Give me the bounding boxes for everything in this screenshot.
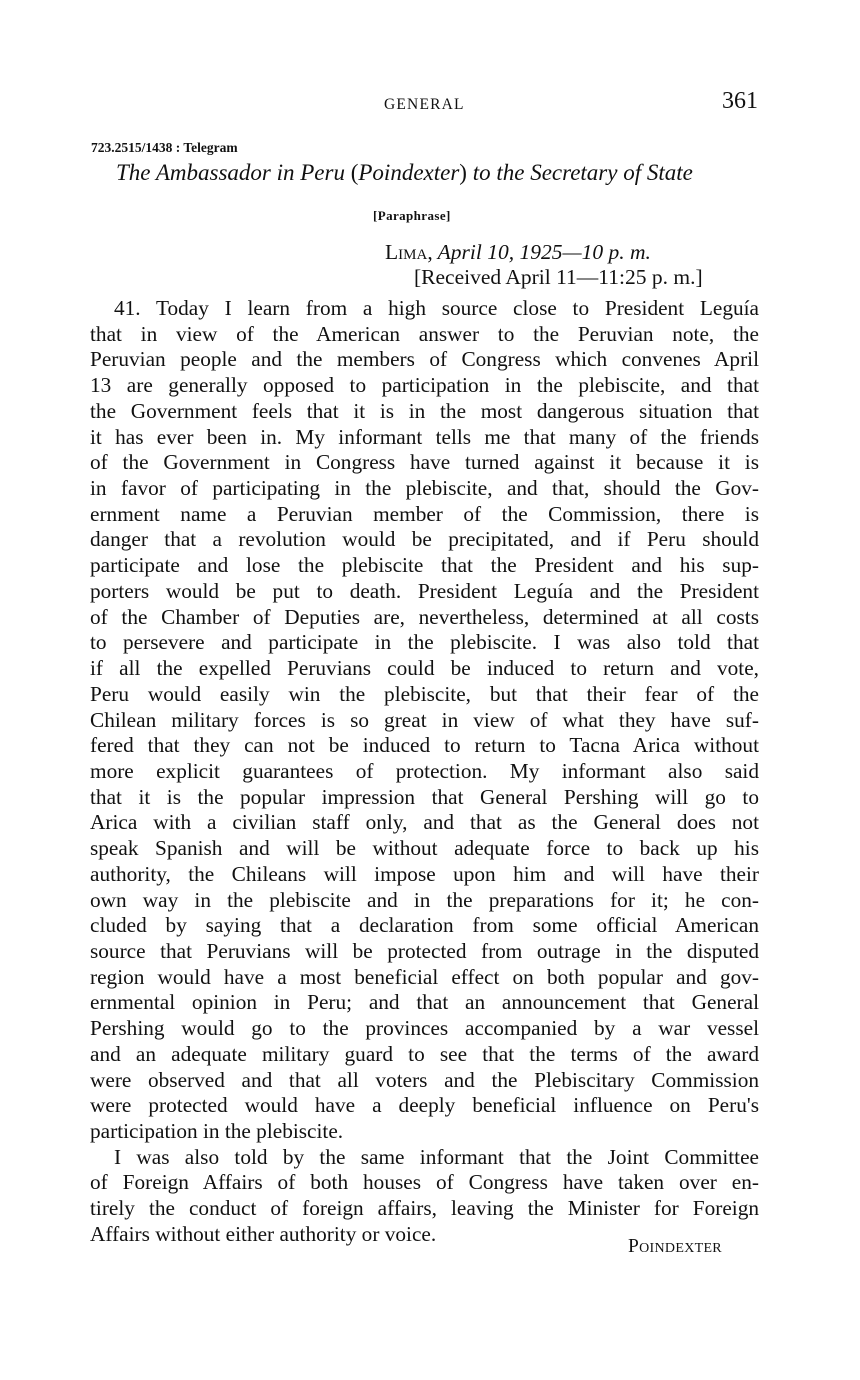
title-part-1: The Ambassador in Peru (116, 160, 351, 185)
text-line: danger that a revolution would be precipitated, and if Peru should (90, 527, 759, 552)
title-part-2: to the Secretary of State (466, 160, 693, 185)
text-line: own way in the plebiscite and in the preparations for it; he con- (90, 887, 759, 912)
paraphrase-note: [Paraphrase] (373, 208, 451, 223)
text-line: participation in the plebiscite. (90, 1119, 344, 1143)
text-line: that it is the popular impression that General Pershing will go to (90, 784, 759, 809)
text-line: and an adequate military guard to see that the terms of the award (90, 1041, 759, 1066)
paragraph (90, 1145, 759, 1248)
text-line: source that Peruvians will be protected from outrage in the disputed (90, 938, 759, 963)
document-title (116, 160, 693, 186)
title-close-paren: ) (459, 160, 467, 185)
text-line: Peruvian people and the members of Congress which convenes April (90, 347, 759, 372)
running-head (0, 88, 860, 122)
dateline-date: April 10, 1925—10 p. m. (432, 240, 651, 264)
running-title: GENERAL (384, 96, 465, 113)
text-line: were protected would have a deeply beneficial influence on Peru's (90, 1093, 759, 1118)
text-line: that in view of the American answer to the Peruvian note, the (90, 321, 759, 346)
text-line: the Government feels that it is in the most dangerous situation that (90, 398, 759, 423)
paragraph (90, 296, 759, 1145)
text-line: tirely the conduct of foreign affairs, leaving the Minister for Foreign (90, 1196, 759, 1221)
text-line: Affairs without either authority or voice. (90, 1221, 437, 1246)
text-line: speak Spanish and will be without adequate force to back up his (90, 836, 759, 861)
text-line: in favor of participating in the plebiscite, and that, should the Gov- (90, 476, 759, 501)
text-line: of the Chamber of Deputies are, nevertheless, determined at all costs (90, 604, 759, 629)
text-line: region would have a most beneficial effect on both popular and gov- (90, 964, 759, 989)
text-line: ernmental opinion in Peru; and that an announcement that General (90, 990, 759, 1015)
text-line: 41. Today I learn from a high source close to President Leguía (114, 296, 759, 320)
text-line: fered that they can not be induced to return to Tacna Arica without (90, 733, 759, 758)
text-line: Arica with a civilian staff only, and that as the General does not (90, 810, 759, 835)
text-line: of Foreign Affairs of both houses of Congress have taken over en- (90, 1170, 759, 1195)
text-line: it has ever been in. My informant tells me that many of the friends (90, 424, 759, 449)
title-name: Poindexter (358, 160, 460, 185)
text-line: porters would be put to death. President Leguía and the President (90, 578, 759, 603)
text-line: were observed and that all voters and the Plebiscitary Commission (90, 1067, 759, 1092)
dateline-place: Lima (385, 240, 428, 264)
text-line: to persevere and participate in the plebiscite. I was also told that (90, 630, 759, 655)
page-number: 361 (722, 88, 758, 114)
dateline: Lima, April 10, 1925—10 p. m. (385, 240, 651, 264)
text-line: Peru would easily win the plebiscite, but that their fear of the (90, 681, 759, 706)
telegram-body (90, 296, 759, 1248)
text-line: participate and lose the plebiscite that the President and his sup- (90, 553, 759, 578)
text-line: ernment name a Peruvian member of the Commission, there is (90, 501, 759, 526)
signature: Poindexter (628, 1236, 722, 1257)
text-line: of the Government in Congress have turned against it because it is (90, 450, 759, 475)
text-line: more explicit guarantees of protection. My informant also said (90, 758, 759, 783)
text-line: authority, the Chileans will impose upon him and will have their (90, 861, 759, 886)
title-open-paren: ( (350, 160, 359, 185)
text-line: cluded by saying that a declaration from some official American (90, 913, 759, 938)
text-line: Pershing would go to the provinces accompanied by a war vessel (90, 1016, 759, 1041)
text-line: Chilean military forces is so great in view of what they have suf- (90, 707, 759, 732)
received-line: [Received April 11—11:25 p. m.] (414, 265, 703, 289)
text-line: 13 are generally opposed to participation in the plebiscite, and that (90, 373, 759, 398)
text-line: I was also told by the same informant that the Joint Committee (114, 1144, 759, 1169)
file-reference: 723.2515/1438 : Telegram (91, 140, 238, 155)
text-line: if all the expelled Peruvians could be induced to return and vote, (90, 656, 759, 681)
